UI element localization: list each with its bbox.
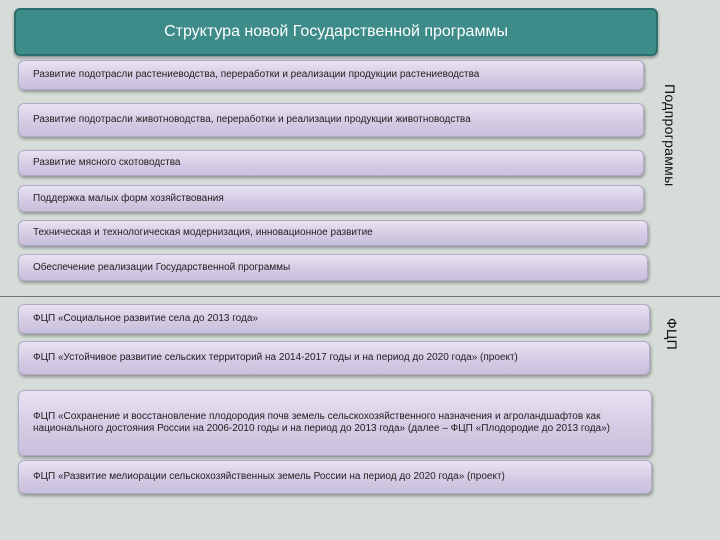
subprograms-label: Подпрограммы: [662, 84, 678, 187]
subprogram-item: Развитие подотрасли животноводства, переработки и реализации продукции животноводства: [18, 103, 644, 137]
fcp-label: ФЦП: [664, 318, 680, 350]
subprogram-item: Развитие мясного скотоводства: [18, 150, 644, 176]
page-title: Структура новой Государственной программы: [14, 8, 658, 56]
subprogram-item: Развитие подотрасли растениеводства, переработки и реализации продукции растениеводства: [18, 60, 644, 90]
fcp-item: ФЦП «Сохранение и восстановление плодородия почв земель сельскохозяйственного назначения и агроландшафтов как национального достояния России на 2006-2010 годы и на период до 2013 года» (далее – ФЦП «Плодородие до 2013 года»): [18, 390, 652, 456]
section-divider: [0, 296, 720, 297]
subprogram-item: Обеспечение реализации Государственной программы: [18, 254, 648, 281]
fcp-item: ФЦП «Устойчивое развитие сельских территорий на 2014-2017 годы и на период до 2020 года» (проект): [18, 341, 650, 375]
fcp-item: ФЦП «Развитие мелиорации сельскохозяйственных земель России на период до 2020 года» (проект): [18, 460, 652, 494]
fcp-item: ФЦП «Социальное развитие села до 2013 года»: [18, 304, 650, 334]
subprogram-item: Техническая и технологическая модернизация, инновационное развитие: [18, 220, 648, 246]
subprogram-item: Поддержка малых форм хозяйствования: [18, 185, 644, 212]
